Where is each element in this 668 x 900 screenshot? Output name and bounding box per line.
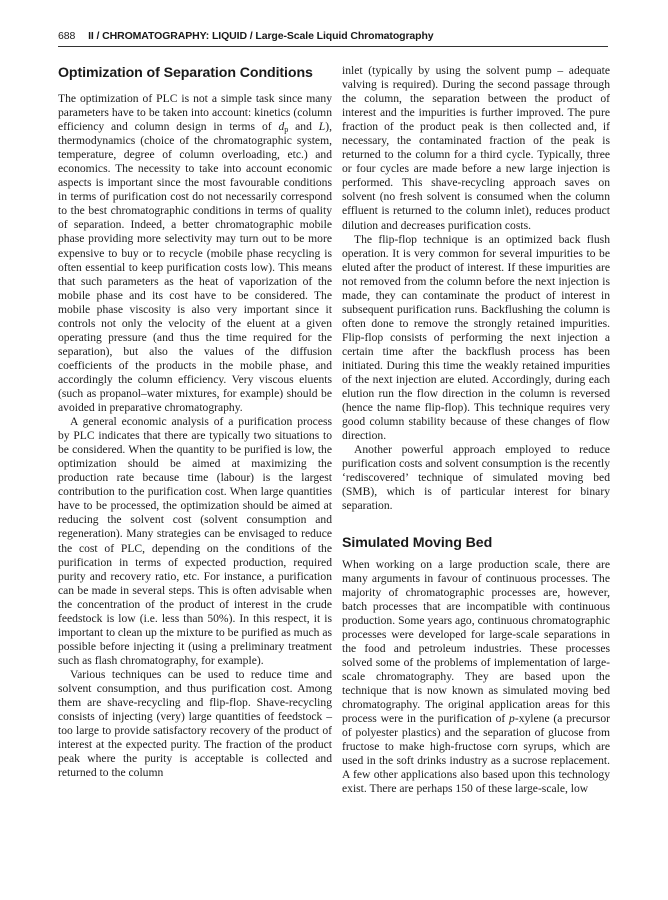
section-heading-smb: Simulated Moving Bed [342,534,493,551]
text-run: ), thermodynamics (choice of the chromatographic system, temperature, degree of column overloading, etc.) and economics. The necessity to take into account economic aspects is important since the most favourable conditions in terms of purification cost do not necessarily correspond to the best chromatographic conditions in terms of quality of separation. Indeed, a better chromatographic mobile phase providing more selectivity may turn out to be more expensive to buy or to recycle (mobile phase recycling is often essential to keep purification costs low). This means that such parameters as the heat of vaporization of the mobile phase and its cost have to be considered. The mobile phase viscosity is also very important since it controls not only the velocity of the eluent at a given operating pressure (and thus the time required for the separation), but also the values of the diffusion coefficients of the products in the mobile phase, and accordingly the column efficiency. Very viscous eluents (such as propanol–water mixtures, for example) should be avoided in preparative chromatography. [58,120,332,415]
page-number: 688 [58,30,76,42]
paragraph: inlet (typically by using the solvent pump – adequate valving is required). During the second passage through the column, the separation between the product of interest and the impurities is further improved. The pure fraction of the product peak is then collected and, if necessary, the contaminated fraction of the peak is returned to the column for a third cycle. Typically, three or four cycles are made before a new large injection is performed. This shave-recycling approach saves on solvent (no fresh solvent is consumed when the column effluent is returned to the column inlet), reduces product dilution and decreases purification costs. [342,64,610,232]
symbol-L: L [318,120,326,134]
paragraph [58,92,332,415]
paragraph [342,558,610,797]
left-column [58,64,332,780]
text-run: The optimization of PLC is not a simple task since many parameters have to be taken into account: kinetics (column efficiency and column design in terms of [58,92,332,134]
header-rule [58,46,608,47]
paragraph: Another powerful approach employed to reduce purification costs and solvent consumption is the recently ‘rediscovered’ technique of simulated moving bed (SMB), which is of particular interest for binary separation. [342,443,610,513]
subscript: p [284,125,289,135]
running-title: II / CHROMATOGRAPHY: LIQUID / Large-Scale Liquid Chromatography [88,30,434,42]
text-run: -xylene (a precursor of polyester plastics) and the separation of glucose from fructose to make high-fructose corn syrups, which are used in the soft drinks industry as a sucrose replacement. A few other applications also based upon this technology exist. There are perhaps 150 of these large-scale, low [342,712,610,796]
italic-p: p [509,712,515,726]
text-run: d [278,120,285,134]
paragraph: The flip-flop technique is an optimized back flush operation. It is very common for several impurities to be eluted after the product of interest. If these impurities are not removed from the column before the next injection is made, they can contaminate the product of interest in subsequent purification runs. Backflushing the column is often done to remove the strongly retained impurities. Flip-flop consists of performing the next injection a certain time after the backflush process has been initiated. During this time the weakly retained impurities of the next injection are eluted. Accordingly, during each elution run the flow direction in the column is reversed (hence the name flip-flop). This technique requires very good column stability because of these changes of flow direction. [342,232,610,443]
section-heading-optimization: Optimization of Separation Conditions [58,65,313,81]
running-head [58,30,608,42]
right-column [342,64,610,796]
text-run: When working on a large production scale, there are many arguments in favour of continuous processes. The majority of chromatographic processes are, however, batch processes that are incompatible with continuous production. Some years ago, continuous chromatographic processes were developed for large-scale separations in the food and petroleum industries. These processes solved some of the problems of implementation of large-scale chromatography. They are based upon the technique that is now known as simulated moving bed chromatography. The original application areas for this process were in the purification of [342,557,610,726]
paragraph: A general economic analysis of a purification process by PLC indicates that there are typically two situations to be considered. When the quantity to be purified is low, the optimization should be aimed at maximizing the production rate because time (labour) is the largest contribution to the purification cost. When large quantities have to be processed, the optimization should be aimed at reducing the solvent cost (solvent consumption and regeneration). Many strategies can be envisaged to reduce the cost of PLC, depending on the conditions of the purification in terms of expected production, required purity and recovery ratio, etc. For instance, a purification can be made in several steps. This is often advisable when the concentration of the product of interest in the crude feedstock is low (i.e. less than 50%). In this respect, it is important to clean up the mixture to be purified as much as possible before injecting it (using a preliminary treatment such as flash chromatography, for example). [58,415,332,667]
paragraph: Various techniques can be used to reduce time and solvent consumption, and thus purification cost. Among them are shave-recycling and flip-flop. Shave-recycling consists of injecting (very) large quantities of feedstock – too large to provide satisfactory recovery of the product of interest at the expected purity. The fraction of the product peak where the purity is acceptable is collected and returned to the column [58,667,332,780]
text-run: and [288,120,319,134]
